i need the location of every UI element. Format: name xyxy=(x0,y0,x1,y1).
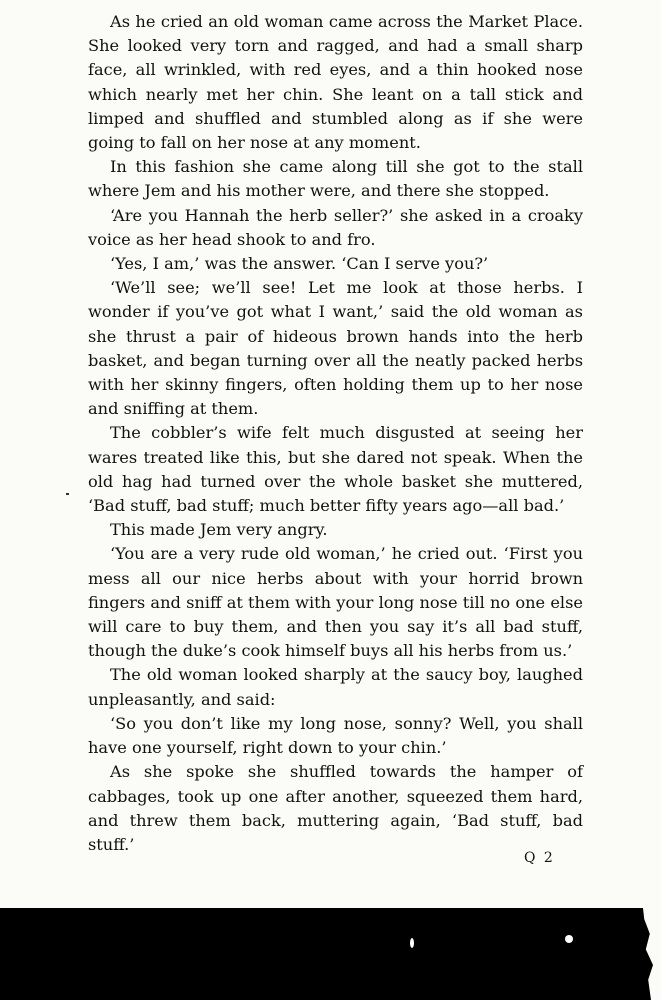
paragraph: As she spoke she shuffled towards the hamper of cabbages, took up one after another, squeezed them hard, and threw them back, muttering again, ‘Bad stuff, bad stuff.’ xyxy=(88,762,583,854)
scan-speck xyxy=(565,935,573,943)
paragraph: The old woman looked sharply at the saucy boy, laughed unpleasantly, and said: xyxy=(88,665,583,709)
signature-mark: Q 2 xyxy=(524,850,555,866)
paragraph: The cobbler’s wife felt much disgusted at seeing her wares treated like this, but she dared not speak. When the old hag had turned over the whole basket she muttered, ‘Bad stuff, bad stuff; much better fifty years ago—all bad.’ xyxy=(88,423,583,516)
margin-speck xyxy=(66,493,69,495)
paragraph: As he cried an old woman came across the Market Place. She looked very torn and ragged, and had a small sharp face, all wrinkled, with red eyes, and a thin hooked nose which nearly met her chin. She leant on a tall stick and limped and shuffled and stumbled along as if she were going to fall on her nose at any moment. xyxy=(88,12,583,153)
paragraph: ‘So you don’t like my long nose, sonny? Well, you shall have one yourself, right down to your chin.’ xyxy=(88,713,583,758)
paragraph: ‘You are a very rude old woman,’ he cried out. ‘First you mess all our nice herbs about with your horrid brown fingers and sniff at them with your long nose till no one else will care to buy them, and then you say it’s all bad stuff, though the duke’s cook himself buys all his herbs from us.’ xyxy=(88,544,583,661)
paragraph: ‘Yes, I am,’ was the answer. ‘Can I serve you?’ xyxy=(110,254,489,274)
torn-page-edge xyxy=(621,908,661,1000)
body-text xyxy=(88,10,583,857)
paragraph: ‘Are you Hannah the herb seller?’ she asked in a croaky voice as her head shook to and fro. xyxy=(88,205,583,249)
scan-edge-shadow xyxy=(0,908,661,1000)
paragraph: This made Jem very angry. xyxy=(110,520,328,540)
paragraph: ‘We’ll see; we’ll see! Let me look at those herbs. I wonder if you’ve got what I want,’ said the old woman as she thrust a pair of hideous brown hands into the herb basket, and began turning over all the neatly packed herbs with her skinny fingers, often holding them up to her nose and sniffing at them. xyxy=(88,278,583,419)
paragraph: In this fashion she came along till she got to the stall where Jem and his mother were, and there she stopped. xyxy=(88,157,583,201)
scan-speck xyxy=(410,938,414,948)
